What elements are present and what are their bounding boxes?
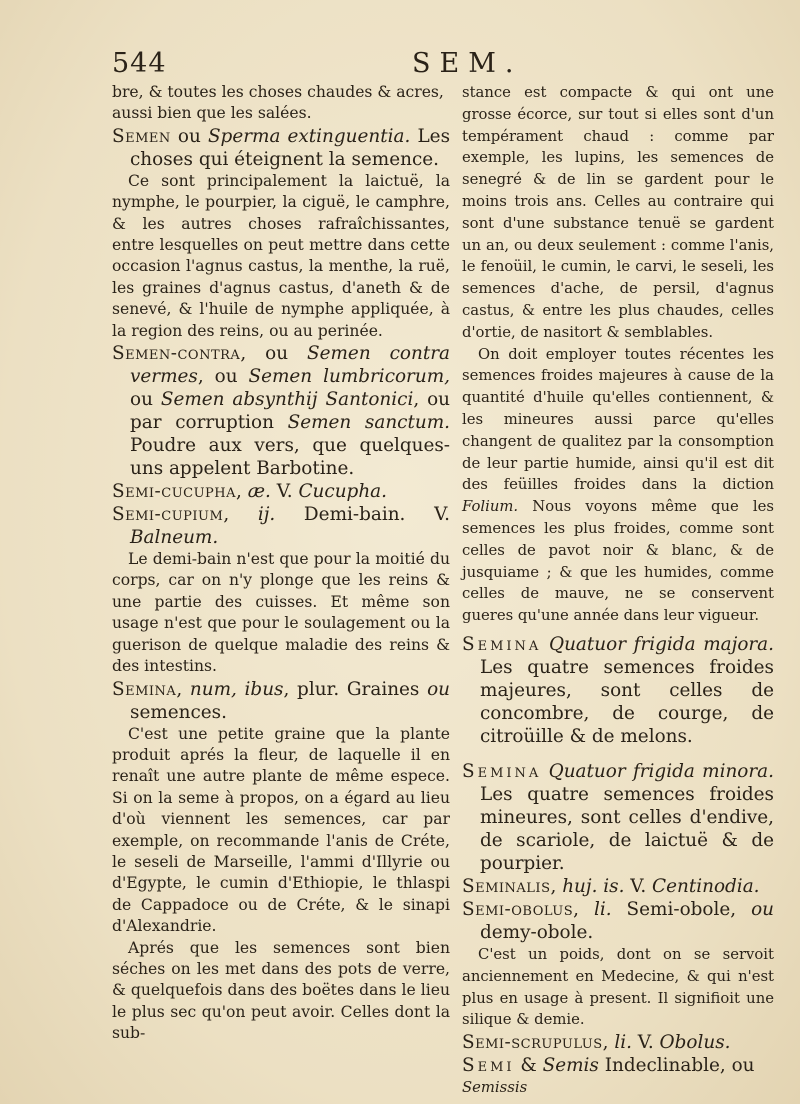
entry-semi-scrupulus: Semi-scrupulus, li. V. Obolus. — [462, 1032, 731, 1054]
entry-body: On doit employer toutes récentes les semences froides majeures à cause de la quantité d'huile qu'elles contiennent, & les mineures aussi parce qu'elles changent de qualitez par la consomption de leur partie humide, ainsi qu'il est dit des feüilles froides dans la diction Folium. Nous voyons même que les semences les plus froides, comme sont celles de pavot noir & blanc, & de jusquiame ; & que les humides, comme celles de mauve, ne se conservent gueres qu'une année dans leur vigueur. — [462, 345, 774, 625]
entry-semen-contra: Semen-contra, ou Semen contra vermes, ou Semen lumbricorum, ou Semen absynthij Santonici, ou par corruption Semen sanctum. Poudre aux vers, que quelques-uns appelent Barbotine. — [112, 343, 451, 480]
entry-semen-extinguentia: Semen ou Sperma extinguentia. Les choses qui éteignent la semence. — [112, 125, 451, 170]
entry-semi-obolus: Semi-obolus, li. Semi-obole, ou demy-obole. — [462, 898, 774, 943]
entry-seminalis: Seminalis, huj. is. V. Centinodia. — [462, 875, 760, 897]
entry-body: Le demi-bain n'est que pour la moitié du corps, car on n'y plonge que les reins & une partie des cuisses. Et même son usage n'est que pour le soulagement ou la guerison de quelque maladie des reins & des intestins. — [112, 550, 450, 676]
entry-body: Aprés que les semences sont bien séches on les met dans des pots de verre, & quelquefois dans des boëtes dans le lieu le plus sec qu'on peut avoir. Celles dont la sub- — [112, 938, 450, 1043]
catchword: Semissis — [462, 1079, 528, 1097]
running-head: SEM. — [412, 48, 523, 79]
left-column — [112, 82, 450, 1045]
entry-body: C'est un poids, dont on se servoit anciennement en Medecine, & qui n'est plus en usage à present. Il signifioit une silique & demie. — [462, 945, 774, 1029]
entry-body: C'est une petite graine que la plante produit aprés la fleur, de laquelle il en renaît une autre plante de même espece. Si on la seme à propos, on a égard au lieu d'où viennent les semences, car par exemple, on recommande l'anis de Créte, le seseli de Marseille, l'ammi d'Illyrie ou d'Egypte, le cumin d'Ethiopie, le thlaspi de Cappadoce ou de Créte, & le sinapi d'Alexandrie. — [112, 724, 450, 936]
right-column — [462, 82, 774, 1099]
entry-semina-minora: Semina Quatuor frigida minora. Les quatre semences froides mineures, sont celles d'endive, de scariole, de laictuë & de pourpier. — [462, 760, 774, 874]
entry-semi-semis: Semi & Semis Indeclinable, ou — [462, 1055, 755, 1077]
continuation-text: stance est compacte & qui ont une grosse écorce, sur tout si elles sont d'un tempérament chaud : comme par exemple, les lupins, les semences de senegré & de lin se gardent pour le moins trois ans. Celles au contraire qui sont d'une substance tenuë se gardent un an, ou deux seulement : comme l'anis, le fenoüil, le cumin, le carvi, le seseli, les semences d'ache, de persil, d'agnus castus, & entre les plus chaudes, celles d'ortie, de nasitort & semblables. — [462, 84, 774, 341]
page-header — [112, 48, 732, 82]
entry-semi-cucupha: Semi-cucupha, æ. V. Cucupha. — [112, 481, 387, 503]
entry-body: Ce sont principalement la laictuë, la nymphe, le pourpier, la ciguë, le camphre, & les autres choses rafraîchissantes, entre lesquelles on peut mettre dans cette occasion l'agnus castus, la menthe, la ruë, les graines d'agnus castus, d'aneth & de senevé, & l'huile de nymphe appliquée, à la region des reins, ou au perinée. — [112, 171, 450, 340]
entry-semina: Semina, num, ibus, plur. Graines ou semences. — [112, 678, 450, 723]
page-number: 544 — [112, 48, 167, 79]
continuation-text: bre, & toutes les choses chaudes & acres, aussi bien que les salées. — [112, 83, 444, 123]
entry-semina-majora: Semina Quatuor frigida majora. Les quatre semences froides majeures, sont celles de concombre, de courge, de citroüille & de melons. — [462, 633, 774, 747]
entry-semi-cupium: Semi-cupium, ij. Demi-bain. V. Balneum. — [112, 504, 450, 549]
